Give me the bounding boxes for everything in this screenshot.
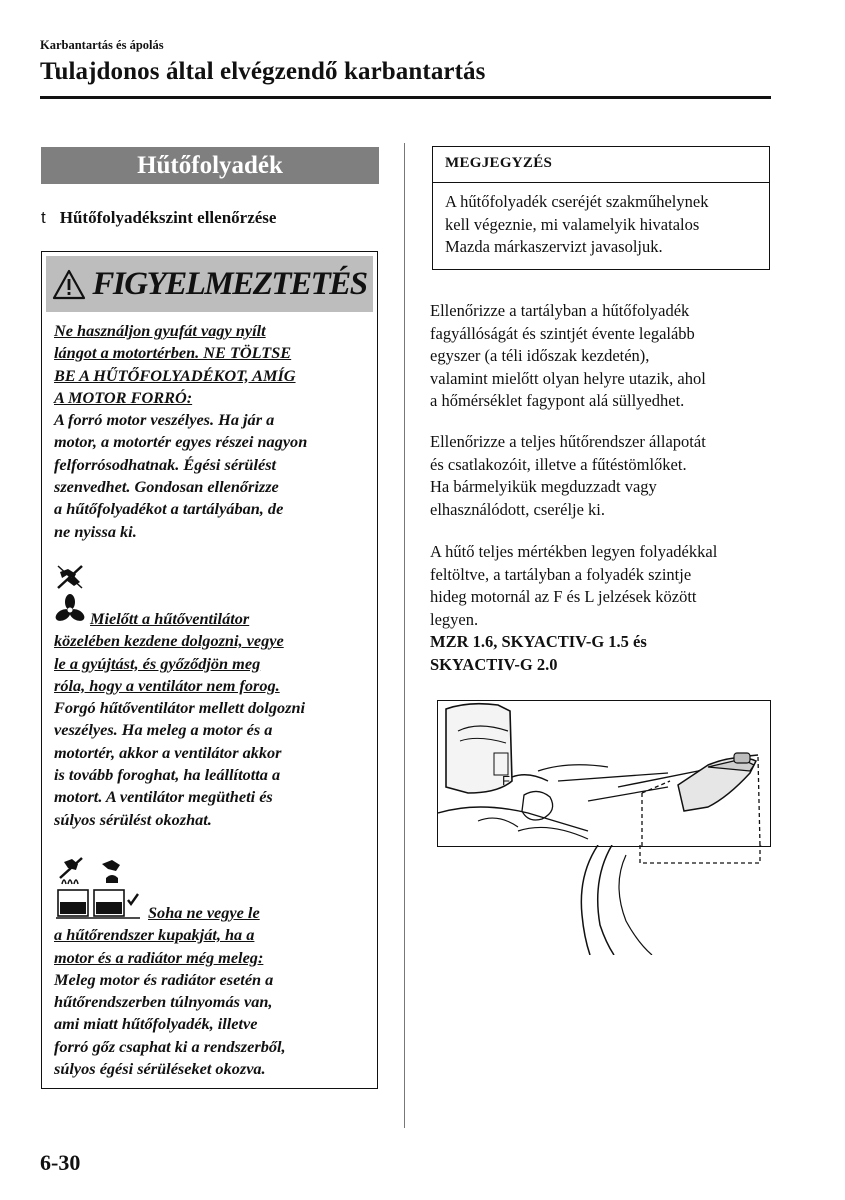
warning-line: motor, a motortér egyes részei nagyon	[54, 432, 308, 452]
paragraph-line: fagyállóságát és szintjét évente legalább	[430, 323, 695, 343]
warning-triangle-icon	[52, 269, 86, 300]
paragraph-line: és csatlakozóit, illetve a fűtéstömlőket.	[430, 454, 687, 474]
warning-line: Meleg motor és radiátor esetén a	[54, 969, 274, 989]
note-box	[432, 146, 770, 270]
warning-line: ne nyissa ki.	[54, 521, 137, 541]
paragraph-annual-check	[430, 300, 706, 413]
warning-line: közelében kezdene dolgozni, vegye	[54, 631, 284, 651]
subsection-heading	[41, 208, 276, 228]
warning-box	[41, 251, 378, 1089]
warning-line: lángot a motortérben. NE TÖLTSE	[54, 343, 292, 363]
paragraph-fill-level	[430, 541, 717, 631]
coolant-reservoir-figure	[437, 700, 771, 847]
warning-line: felforrósodhatnak. Égési sérülést	[54, 454, 277, 474]
column-divider	[404, 143, 405, 1128]
warning-line: Mielőtt a hűtőventilátor	[90, 609, 250, 628]
engine-model-line: MZR 1.6, SKYACTIV-G 1.5 és	[430, 632, 647, 651]
warning-line: Soha ne vegye le	[148, 903, 260, 922]
note-line: kell végeznie, mi valamelyik hivatalos	[445, 214, 700, 234]
warning-line: súlyos sérülést okozhat.	[54, 809, 212, 829]
warning-header	[46, 256, 373, 312]
warning-line: le a gyújtást, és győződjön meg	[54, 653, 261, 673]
paragraph-line: Ellenőrizze a teljes hűtőrendszer állapotát	[430, 432, 706, 451]
note-header	[433, 147, 769, 183]
warning-line: hűtőrendszerben túlnyomás van,	[54, 992, 273, 1012]
warning-block-2	[54, 608, 305, 831]
paragraph-line: valamint mielőtt olyan helyre utazik, ahol	[430, 368, 706, 388]
warning-block-1	[54, 320, 307, 543]
breadcrumb: Karbantartás és ápolás	[40, 38, 164, 52]
warning-line: róla, hogy a ventilátor nem forog.	[54, 675, 280, 695]
warning-line: A forró motor veszélyes. Ha jár a	[54, 410, 275, 430]
warning-line: is tovább foroghat, ha leállította a	[54, 765, 281, 785]
reservoir-f-mark: F	[502, 773, 510, 788]
section-title: Hűtőfolyadék	[137, 151, 283, 179]
paragraph-line: Ha bármelyikük megduzzadt vagy	[430, 477, 657, 497]
section-header	[41, 147, 379, 184]
warning-line: szenvedhet. Gondosan ellenőrizze	[54, 477, 279, 497]
paragraph-line: elhasználódott, cserélje ki.	[430, 499, 606, 519]
warning-block-3	[54, 902, 286, 1080]
engine-model-line: SKYACTIV-G 2.0	[430, 654, 558, 674]
paragraph-line: legyen.	[430, 609, 479, 629]
warning-line: súlyos égési sérüléseket okozva.	[54, 1059, 266, 1079]
warning-line: a hűtőrendszer kupakját, ha a	[54, 925, 255, 945]
paragraph-line: egyszer (a téli időszak kezdetén),	[430, 346, 650, 366]
page-title: Tulajdonos által elvégzendő karbantartás	[40, 58, 486, 85]
paragraph-line: feltöltve, a tartályban a folyadék szintje	[430, 564, 692, 584]
paragraph-line: A hűtő teljes mértékben legyen folyadékkal	[430, 542, 718, 561]
paragraph-line: a hőmérséklet fagypont alá süllyedhet.	[430, 391, 685, 411]
paragraph-line: Ellenőrizze a tartályban a hűtőfolyadék	[430, 301, 690, 320]
engine-models	[430, 631, 647, 676]
subsection-title: Hűtőfolyadékszint ellenőrzése	[59, 208, 277, 227]
warning-line: Forgó hűtőventilátor mellett dolgozni	[54, 698, 306, 718]
warning-line: ami miatt hűtőfolyadék, illetve	[54, 1014, 258, 1034]
warning-line: veszélyes. Ha meleg a motor és a	[54, 720, 273, 740]
warning-line: A MOTOR FORRÓ:	[54, 387, 193, 407]
warning-line: forró gőz csaphat ki a rendszerből,	[54, 1036, 286, 1056]
coolant-reservoir-illustration	[438, 701, 770, 846]
paragraph-line: hideg motornál az F és L jelzések között	[430, 587, 697, 607]
warning-title: FIGYELMEZTETÉS	[92, 265, 367, 302]
note-line: Mazda márkaszervizt javasoljuk.	[445, 237, 663, 257]
page-number: 6-30	[40, 1150, 81, 1175]
warning-line: motor és a radiátor még meleg:	[54, 947, 264, 967]
warning-line: a hűtőfolyadékot a tartályában, de	[54, 499, 284, 519]
note-label: MEGJEGYZÉS	[445, 155, 553, 171]
note-line: A hűtőfolyadék cseréjét szakműhelynek	[445, 192, 709, 211]
wheel-arch-illustration	[560, 845, 800, 955]
warning-line: BE A HŰTŐFOLYADÉKOT, AMÍG	[54, 365, 296, 385]
warning-line: Ne használjon gyufát vagy nyílt	[54, 321, 266, 340]
warning-line: motortér, akkor a ventilátor akkor	[54, 742, 282, 762]
warning-line: motort. A ventilátor megütheti és	[54, 787, 273, 807]
note-body	[445, 191, 708, 259]
subsection-bullet: t	[41, 208, 46, 227]
title-rule	[40, 96, 771, 99]
paragraph-system-check	[430, 431, 706, 521]
